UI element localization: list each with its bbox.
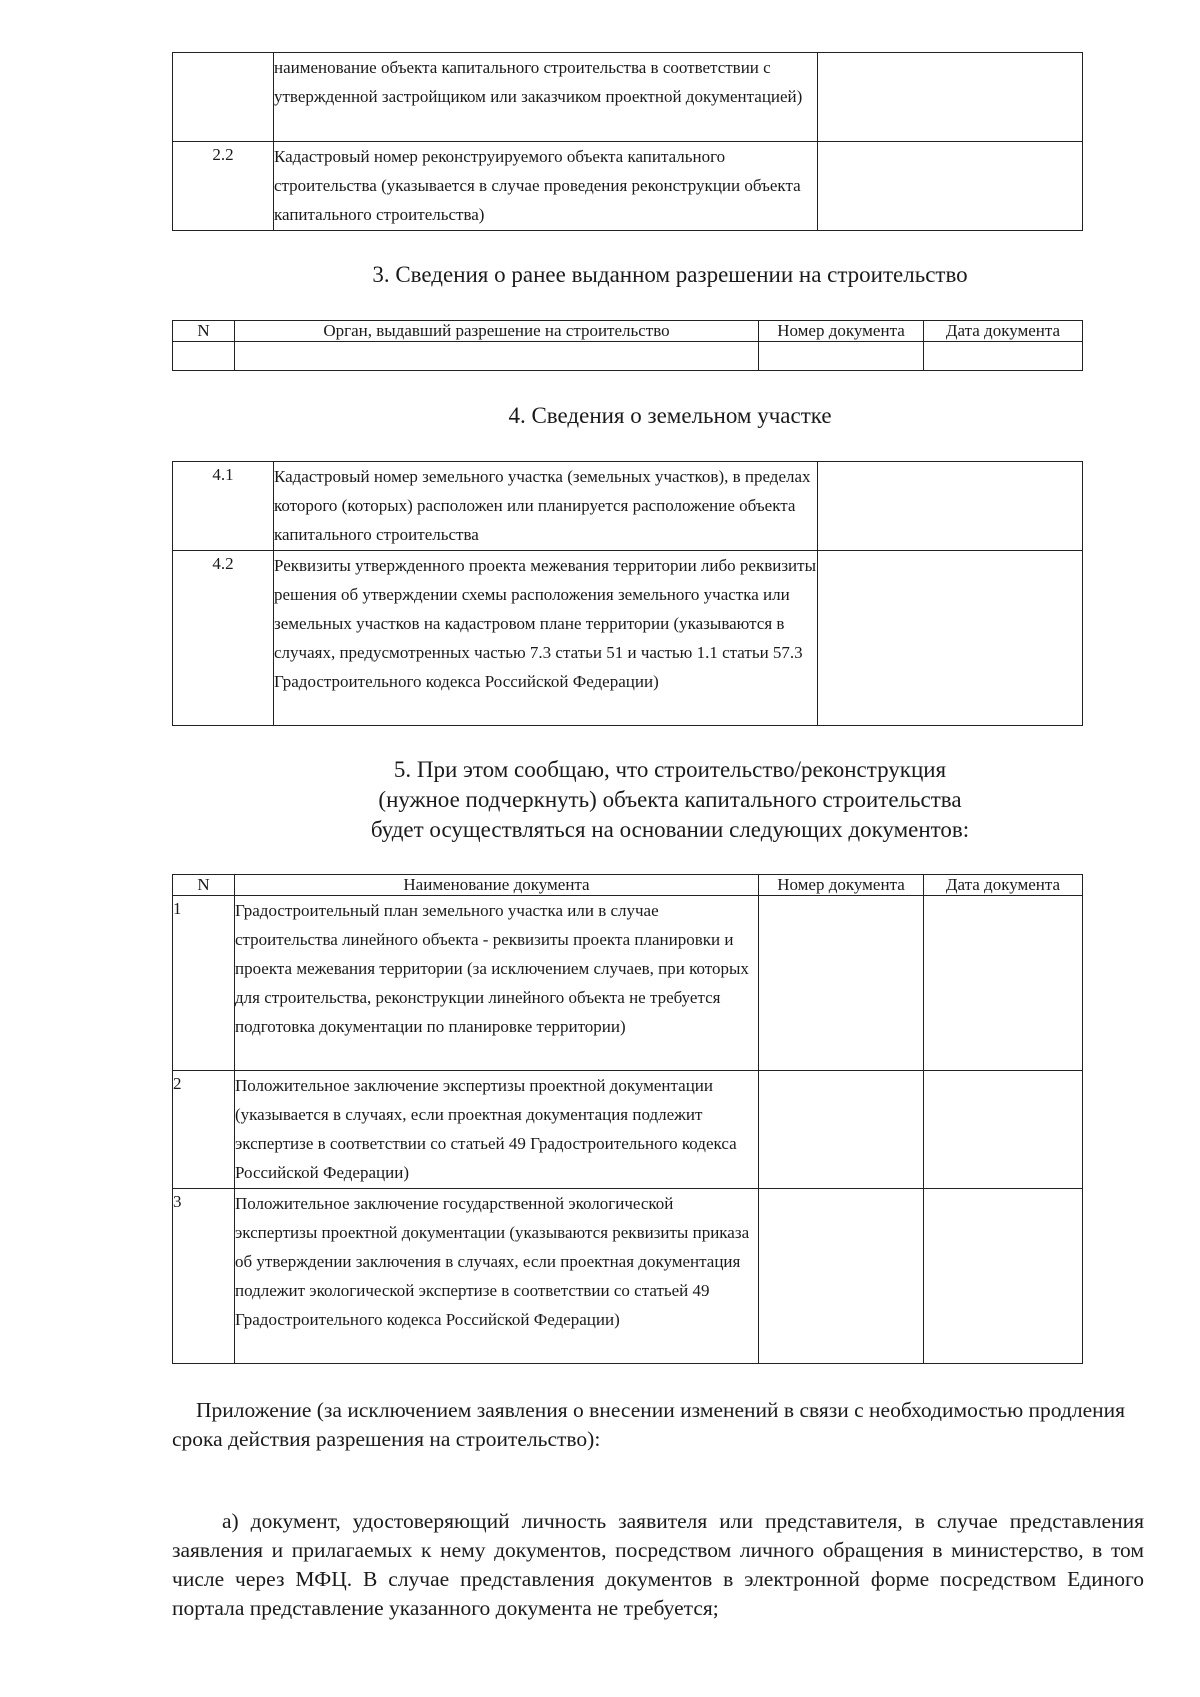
row-number: 3 [173,1189,235,1364]
cell-authority[interactable] [235,342,759,371]
row-description: Реквизиты утвержденного проекта межевания территории либо реквизиты решения об утверждении схемы расположения земельного участка или земельных участков на кадастровом плане территории (указываются в случаях, предусмотренных частью 7.3 статьи 51 и частью 1.1 статьи 57.3 Градостроительного кодекса Российской Федерации) [274,551,818,726]
row-value-cell[interactable] [818,551,1083,726]
row-description: наименование объекта капитального строительства в соответствии с утвержденной застройщиком или заказчиком проектной документацией) [274,53,818,142]
row-value-cell[interactable] [818,142,1083,231]
section-5-title-line-2: (нужное подчеркнуть) объекта капитального строительства [378,787,962,812]
header-doc-date: Дата документа [924,321,1083,342]
table-row [173,1071,1083,1189]
row-number: 4.2 [173,551,274,726]
cell-doc-date[interactable] [924,342,1083,371]
cell-doc-date[interactable] [924,1071,1083,1189]
row-number: 2 [173,1071,235,1189]
section-3-title: 3. Сведения о ранее выданном разрешении на строительство [372,262,968,287]
row-number: 1 [173,896,235,1071]
previous-permit-table [172,320,1083,371]
row-value-cell[interactable] [818,53,1083,142]
object-info-table [172,52,1083,231]
table-row [173,896,1083,1071]
row-number [173,53,274,142]
cell-doc-number[interactable] [759,342,924,371]
header-doc-number: Номер документа [759,321,924,342]
section-5-title-line-1: 5. При этом сообщаю, что строительство/реконструкция [393,757,947,782]
appendix-intro: Приложение (за исключением заявления о внесении изменений в связи с необходимостью продления срока действия разрешения на строительство): [172,1398,1126,1451]
table-header-row [173,321,1083,342]
table-row [173,551,1083,726]
header-n: N [173,875,235,896]
table-row [173,462,1083,551]
row-description: Градостроительный план земельного участка или в случае строительства линейного объекта - реквизиты проекта планировки и проекта межевания территории (за исключением случаев, при которых для строительства, реконструкции линейного объекта не требуется подготовка документации по планировке территории) [235,896,759,1071]
table-row [173,1189,1083,1364]
cell-doc-number[interactable] [759,896,924,1071]
row-description: Положительное заключение государственной экологической экспертизы проектной документации (указываются реквизиты приказа об утверждении заключения в случаях, если проектная документация подлежит экологической экспертизе в соответствии со статьей 49 Градостроительного кодекса Российской Федерации) [235,1189,759,1364]
row-number: 2.2 [173,142,274,231]
header-doc-number: Номер документа [759,875,924,896]
row-description: Кадастровый номер земельного участка (земельных участков), в пределах которого (которых) расположен или планируется расположение объекта капитального строительства [274,462,818,551]
row-description: Кадастровый номер реконструируемого объекта капитального строительства (указывается в случае проведения реконструкции объекта капитального строительства) [274,142,818,231]
cell-doc-number[interactable] [759,1071,924,1189]
cell-n[interactable] [173,342,235,371]
appendix-item-a: а) документ, удостоверяющий личность заявителя или представителя, в случае представления заявления и прилагаемых к нему документов, посредством личного обращения в министерство, в том числе через МФЦ. В случае представления документов в электронной форме посредством Единого портала представление указанного документа не требуется; [172,1509,1144,1620]
row-number: 4.1 [173,462,274,551]
section-4-title: 4. Сведения о земельном участке [508,403,832,428]
cell-doc-number[interactable] [759,1189,924,1364]
header-doc-date: Дата документа [924,875,1083,896]
documents-basis-table [172,874,1083,1364]
table-row [173,53,1083,142]
header-authority: Орган, выдавший разрешение на строительство [235,321,759,342]
land-plot-table [172,461,1083,726]
section-5-title [70,755,1200,845]
cell-doc-date[interactable] [924,1189,1083,1364]
cell-doc-date[interactable] [924,896,1083,1071]
section-5-title-line-3: будет осуществляться на основании следующих документов: [370,817,970,842]
row-value-cell[interactable] [818,462,1083,551]
header-doc-name: Наименование документа [235,875,759,896]
table-row [173,142,1083,231]
table-header-row [173,875,1083,896]
table-row [173,342,1083,371]
row-description: Положительное заключение экспертизы проектной документации (указывается в случаях, если проектная документация подлежит экспертизе в соответствии со статьей 49 Градостроительного кодекса Российской Федерации) [235,1071,759,1189]
header-n: N [173,321,235,342]
